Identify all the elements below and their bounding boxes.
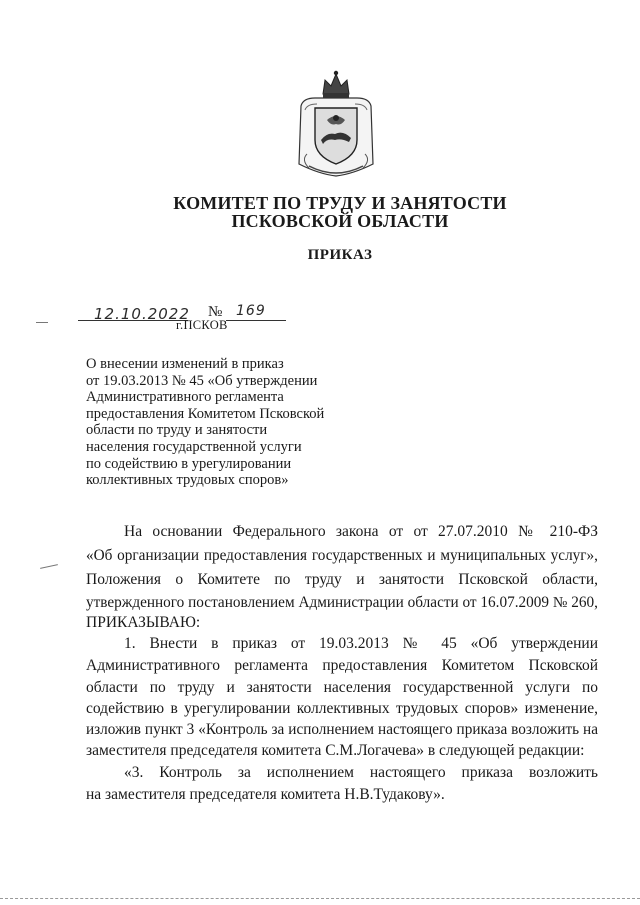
body-line: на заместителя председателя комитета Н.В.Тудакову».: [86, 786, 445, 803]
subject-line: по содействию в урегулировании: [86, 455, 292, 472]
subject-line: населения государственной услуги: [86, 438, 302, 455]
subject-line: от 19.03.2013 № 45 «Об утверждении: [86, 372, 318, 389]
body-line: содействию в урегулировании коллективных трудовых споров» изменение,: [86, 700, 598, 717]
order-subject: [86, 356, 386, 489]
body-line: 1. Внести в приказ от 19.03.2013 № 45 «Об утверждении: [124, 635, 598, 652]
subject-line: О внесении изменений в приказ: [86, 356, 284, 372]
body-line: изложив пункт 3 «Контроль за исполнением настоящего приказа возложить на: [86, 721, 598, 738]
margin-mark: [36, 322, 48, 323]
org-name-line2: ПСКОВСКОЙ ОБЛАСТИ: [231, 211, 449, 231]
page-bottom-edge: [0, 898, 640, 899]
body-line: области по труду и занятости населения государственной услуги по: [86, 679, 598, 696]
order-date: 12.10.2022: [94, 305, 190, 323]
number-underline: [226, 320, 286, 321]
subject-line: области по труду и занятости: [86, 422, 268, 439]
body-line: «Об организации предоставления государственных и муниципальных услуг»,: [86, 547, 598, 564]
number-label: №: [208, 304, 223, 320]
org-name-line1: КОМИТЕТ ПО ТРУДУ И ЗАНЯТОСТИ: [173, 193, 507, 213]
document-type: ПРИКАЗ: [307, 247, 373, 263]
city-label: г.ПСКОВ: [176, 318, 228, 332]
pskov-coat-of-arms-icon: [293, 68, 379, 180]
body-line: заместителя председателя комитета С.М.Логачева» в следующей редакции:: [86, 742, 585, 759]
margin-mark: [40, 564, 58, 569]
body-line: ПРИКАЗЫВАЮ:: [86, 614, 201, 631]
subject-line: предоставления Комитетом Псковской: [86, 405, 325, 422]
body-line: На основании Федерального закона от от 27.07.2010 № 210-ФЗ: [124, 523, 598, 540]
body-line: «3. Контроль за исполнением настоящего приказа возложить: [124, 764, 598, 781]
body-line: Положения о Комитете по труду и занятости Псковской области,: [86, 571, 598, 588]
subject-line: Административного регламента: [86, 389, 284, 406]
body-line: Административного регламента предоставления Комитетом Псковской: [86, 657, 598, 674]
body-line: утвержденного постановлением Администрации области от 16.07.2009 № 260,: [86, 594, 598, 611]
subject-line: коллективных трудовых споров»: [86, 472, 289, 489]
order-number: 169: [236, 303, 266, 319]
